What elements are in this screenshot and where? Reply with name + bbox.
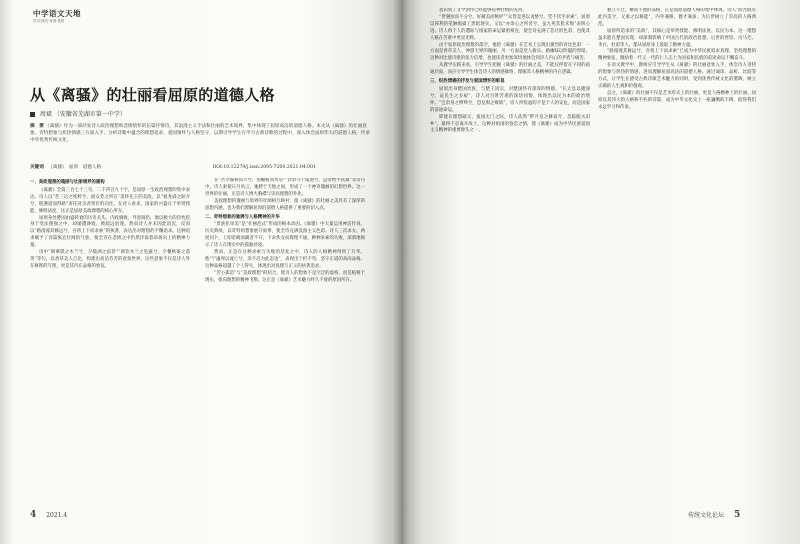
body-column-left-1	[30, 178, 190, 500]
right-journal-name: 传统文化论坛	[688, 512, 725, 519]
left-page-number: 4	[30, 510, 37, 520]
body-paragraph: 在“吾令羲和弭节兮，望崦嵫而勿迫”“饮余马于咸池兮，总余辔乎扶桑”等诗句中，诗人驱使日月风云，驰骋于天地之间，形成了一个神奇瑰丽的幻想世界。这一世界的壮丽，正是诗人博大胸襟与崇高理想的外化。	[205, 178, 365, 197]
abstract-text: 《离骚》作为一部抒发诗人政治理想和悲愤情怀的长篇抒情诗，其浪漫主义手法和壮丽的艺术境界，集中体现了屈原高洁的道德人格。本文从《离骚》的壮丽意象、奇特想象与炽热情感三方面入手，分析诗歌中蕴含的理想追求、爱国情怀与人格坚守，以期引导学生在学习古典诗歌的过程中，深入体会屈原伟大的道德人格，传承中华优秀传统文化。	[30, 124, 370, 144]
magazine-logo-subtitle: 学习·探究·发现·赏析	[33, 19, 65, 23]
body-paragraph: 总之，《离骚》的壮丽不仅是艺术形式上的壮丽，更是人格精神上的壮丽。屈原以其伟大的人格和不朽的诗篇，成为中华文化史上一座巍峨的丰碑，值得我们永远学习和传承。	[598, 90, 756, 110]
body-column-left-2	[205, 178, 365, 500]
article-title: 从《离骚》的壮丽看屈原的道德人格	[30, 86, 275, 104]
body-paragraph: 意识到了文学创作已经能够借物抒情的先河。	[439, 8, 527, 13]
byline	[30, 109, 126, 118]
right-footer	[688, 510, 740, 520]
left-footer	[30, 510, 67, 520]
right-page-number: 5	[733, 510, 741, 520]
section-heading: 二、奇特想象的驰骋与人格精神的升华	[205, 214, 280, 220]
author-affiliation: （安徽省芜湖市第一中学）	[53, 111, 126, 118]
body-paragraph: 然而，正是在这种求索与失败的反复之中，诗人的人格精神得到了升华。他“宁溘死以流亡兮，余不忍为此态也”，表现出宁折不弯、坚守正道的高尚品格。这种品格超越了个人得失，体现出对真理与正义的执著追求。	[205, 250, 365, 269]
body-paragraph: 独立不迁、横而不流的品格，正是屈原道德人格的集中体现。诗人“纷吾既有此内美兮，又重之以修能”，内外兼修，德才兼备，为后世树立了崇高的人格典范。	[598, 8, 756, 27]
body-paragraph: “贵族化审美”是“壮丽范式”形成的根本动因。《离骚》中大量运用神话传说、历史典故，以奇特的想象展开叙事，使全诗充满浪漫主义色彩。诗人三次求女、两度问卜，上叩帝阍而阍者不开，下求佚女而媒理不通，种种求索的失败，深刻地揭示了诗人在现实中的孤独处境。	[205, 222, 365, 249]
left-issue: 2021.4	[46, 512, 68, 519]
right-page	[401, 0, 800, 544]
doi-text: DOI:10.12279/j.issn.2095-7260.2021.04.001	[212, 165, 316, 170]
body-column-right-2	[598, 8, 756, 500]
author-name: 周斌	[39, 111, 52, 118]
body-paragraph: 在语文教学中，教师应引导学生从《离骚》的壮丽意象入手，体会诗人奇特的想象与炽热的情感，进而理解屈原高洁的道德人格。通过诵读、品析、比较等方式，让学生在感受古典诗歌艺术魅力的同时，受到优秀传统文化的熏陶，树立正确的人生观和价值观。	[598, 63, 756, 89]
byline-square-icon	[30, 112, 35, 117]
body-paragraph: 诗中“朝搴阰之木兰兮，夕揽洲之宿莽”“朝饮木兰之坠露兮，夕餐秋菊之落英”等句，以香草美人自比，构建出高洁芬芳的意象世界。这些意象不仅是诗人外在修饰的写照，更是其内在品格的象征。	[30, 250, 190, 269]
body-paragraph: 屈原出身楚国贵族，与楚王同宗，对楚国怀有深厚的情感。“长太息以掩涕兮，哀民生之多艰”，诗人对百姓苦难的深切同情，体现出以民为本的政治情怀。“岂余身之惮殃兮，恐皇舆之败绩”，诗人所忧虑的不是个人的安危，而是国家的前途命运。	[430, 86, 590, 113]
section-heading: 一、美政理想的瑰丽与壮丽境界的建构	[30, 180, 105, 185]
keywords-text: 《离骚》 屈原 道德人格	[48, 165, 102, 170]
keywords-label: 关键词	[30, 165, 44, 170]
body-paragraph: “苦心孤诣”与“美政理想”的结合，使诗人的想象不是空泛的虚构，而是植根于现实、指向理想的精神飞翔，这正是《离骚》艺术魅力经久不衰的原因所在。	[205, 270, 365, 283]
keywords-line	[30, 164, 370, 170]
abstract-label: 摘 要	[30, 124, 44, 129]
body-paragraph: “世溷浊而不分兮，好蔽美而嫉妒”“众皆竞进以贪婪兮，凭不厌乎求索”，屈原以犀利的笔触揭露了黑暗现实，又以“亦余心之所善兮，虽九死其犹未悔”表明心迹。诗人将个人的遭际与国家的命运紧密相连，使全诗充满了悲壮的色彩，也使其人格在苦难中更显光辉。	[430, 14, 590, 41]
abstract	[30, 123, 370, 145]
body-paragraph: 由于屈原政治理想的落空，他的《离骚》在艺术上呈现出强烈的对比色彩：一方面是香草美人、神游天界的瑰丽，另一方面是党人偷乐、路幽昧以险隘的黑暗。这种对比使诗歌的张力倍增，也使读者更加深切地体会到诗人内心的矛盾与痛苦。	[430, 42, 590, 62]
body-paragraph: 从教学实践来看，引导学生把握《离骚》的壮丽之美，不能仅停留在字词的疏通层面，而应引导学生体会诗人的情感脉络，理解其人格精神的内在逻辑。	[430, 63, 590, 76]
section-heading: 三、炽热情感的抒发与爱国情怀的彰显	[430, 79, 505, 85]
body-paragraph: 屈原所追求的“美政”，其核心是举贤授能、修明法度、以民为本。这一理想虽未能在楚国实现，却深刻影响了中国古代的政治思想。后世的贾谊、司马迁、李白、杜甫等人，都从屈原身上汲取了精神力量。	[598, 28, 756, 48]
magazine-logo	[33, 8, 95, 24]
body-paragraph: 即使在理想破灭、报国无门之际，诗人依然“陟升皇之赫戏兮，忽临睨夫旧乡”，最终不忍离开故土。这种对祖国的眷恋之情，使《离骚》成为中华民族爱国主义精神的重要源头之一。	[430, 114, 590, 134]
body-column-right-1	[430, 8, 590, 500]
body-paragraph: 屈原身处楚国由盛转衰的历史关头，内政腐败，外患频仍，他以极大的热忱投身于变法图强之中，却屡遭谗毁、被疏远放逐。然而诗人并未因此消沉，反而以“路漫漫其修远兮，吾将上下而求索”的执著，表达出对理想的不懈追求。这种追求赋予了诗篇恢宏壮阔的气象，使全诗在悲愤之中仍然洋溢着昂扬向上的精神力量。	[30, 215, 190, 249]
body-paragraph: 《离骚》全篇三百七十三句，二千四百九十字，是屈原一生政治理想的集中表达。诗人以“昔三后之纯粹兮，固众芳之所在”追怀先王的美政，以“彼尧舜之耿介兮，既遵道而得路”寄托对圣君贤臣的向往。在诗人看来，国家的兴盛在于举贤授能、修明法度，这正是屈原美政理想的核心所在。	[30, 187, 190, 214]
body-paragraph: 美政理想的瑰丽与境界的壮阔相互映衬，使《离骚》的壮丽之美具有了深厚的思想内涵，也为我们理解屈原的道德人格提供了重要的切入点。	[205, 198, 365, 211]
body-paragraph: “路漫漫其修远兮，吾将上下而求索”已成为中华民族追求真理、坚持理想的精神象征，激励着一代又一代的仁人志士为国家和民族的前途命运不懈奋斗。	[598, 49, 756, 62]
spine-gutter	[393, 0, 409, 544]
magazine-logo-title: 中学语文天地	[33, 9, 81, 18]
